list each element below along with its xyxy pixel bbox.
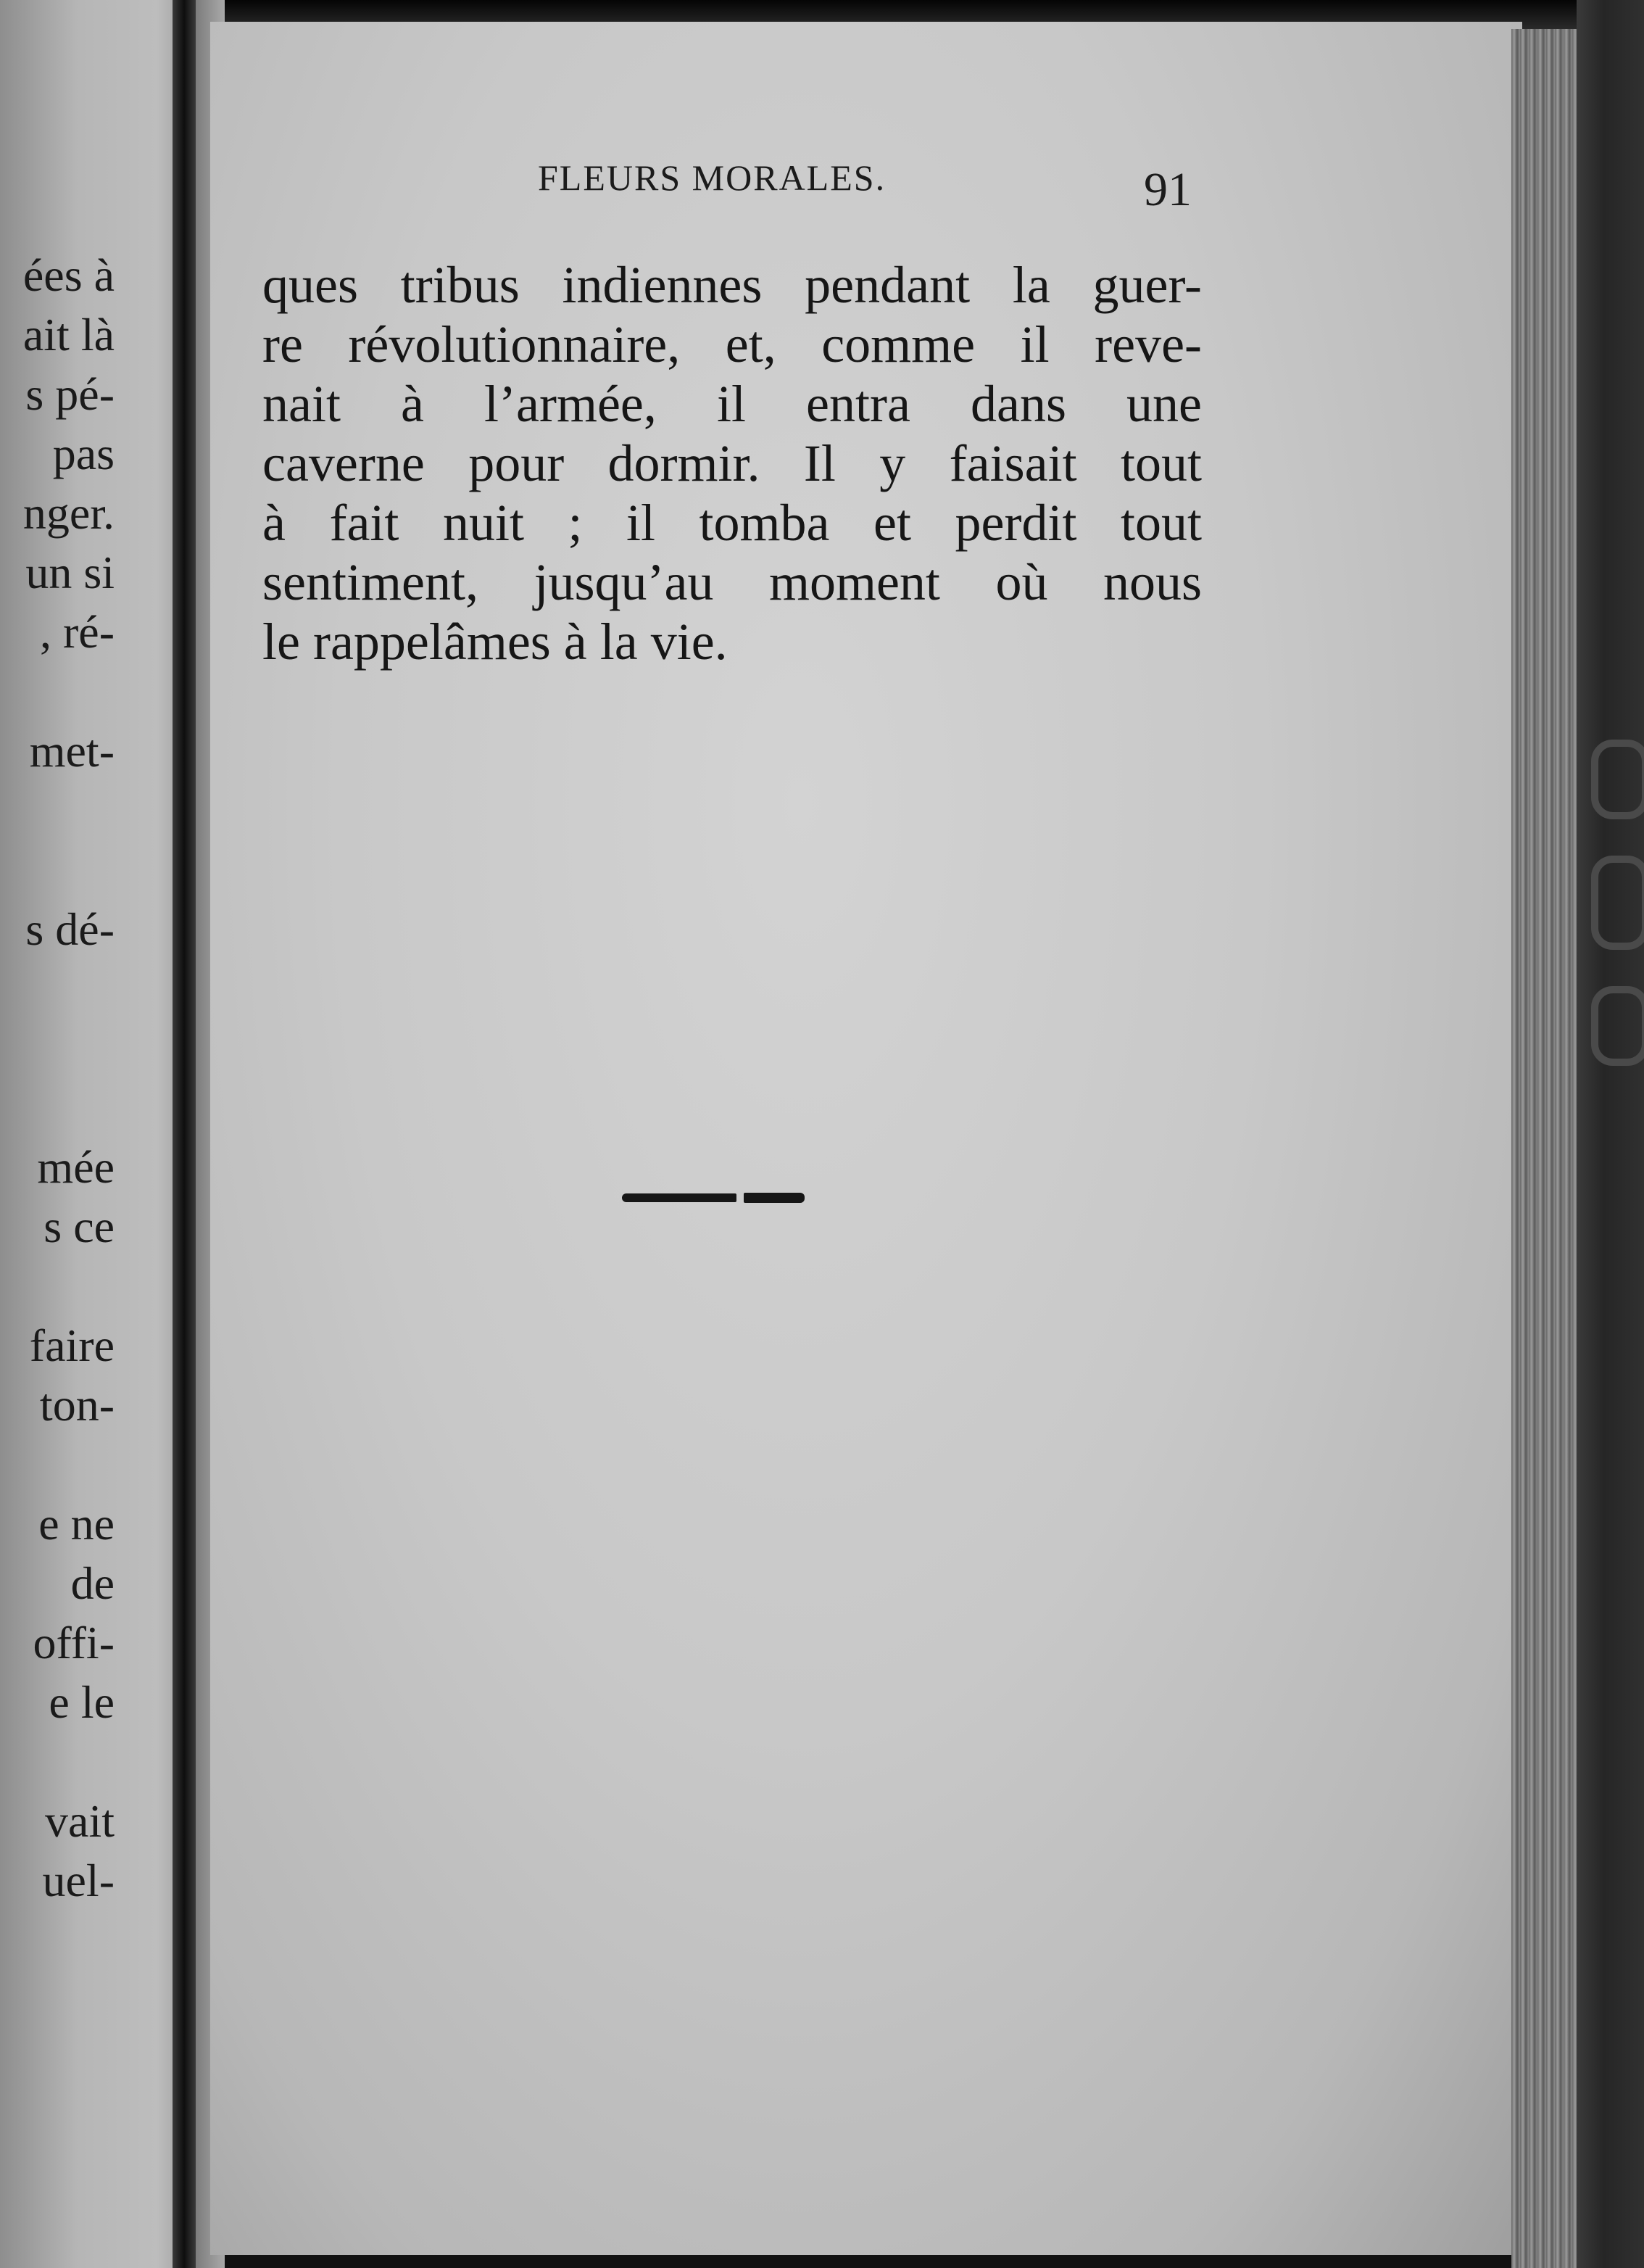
book-cover-edge <box>1577 0 1644 2268</box>
text-line: re révolutionnaire, et, comme il reve- <box>262 315 1202 373</box>
previous-page-line: ton- <box>39 1379 115 1431</box>
previous-page-line: vait <box>45 1795 115 1847</box>
end-ornament-rule <box>622 1191 805 1204</box>
previous-page-line: pas <box>52 428 115 479</box>
previous-page-line: e ne <box>38 1498 115 1549</box>
previous-page-line: s dé- <box>25 903 115 955</box>
text-line: caverne pour dormir. Il y faisait tout <box>262 434 1202 492</box>
previous-page-line: un si <box>25 547 115 598</box>
text-line: le rappelâmes à la vie. <box>262 613 728 671</box>
previous-page-line: ées à <box>22 249 115 301</box>
body-paragraph <box>262 255 1202 671</box>
previous-page-line: nger. <box>22 487 115 539</box>
previous-page-line: faire <box>29 1320 115 1371</box>
cover-embossing <box>1591 740 1644 819</box>
page-edges <box>1511 29 1577 2268</box>
running-title: FLEURS MORALES. <box>538 157 887 198</box>
previous-page-line: met- <box>29 725 115 777</box>
previous-page-line: offi- <box>33 1617 115 1668</box>
previous-page-line: s ce <box>43 1201 115 1252</box>
previous-page-line: , ré- <box>39 606 115 658</box>
text-line: à fait nuit ; il tomba et perdit tout <box>262 494 1202 552</box>
previous-page-line: s pé- <box>25 368 115 420</box>
previous-page-strip <box>0 0 196 2268</box>
cover-embossing <box>1591 856 1644 950</box>
text-line: ques tribus indiennes pendant la guer- <box>262 256 1202 314</box>
previous-page-line: mée <box>37 1141 115 1193</box>
text-line: nait à l’armée, il entra dans une <box>262 375 1202 433</box>
cover-embossing <box>1591 986 1644 1066</box>
previous-page-line: e le <box>49 1676 115 1728</box>
text-line: sentiment, jusqu’au moment où nous <box>262 553 1202 611</box>
page-number: 91 <box>1144 163 1192 216</box>
previous-page-line: de <box>70 1557 115 1609</box>
book-gutter <box>173 0 196 2268</box>
ornament-bar-left <box>622 1193 736 1202</box>
previous-page-line: ait là <box>22 309 115 360</box>
ornament-bar-right <box>744 1193 805 1203</box>
previous-page-line: uel- <box>42 1855 115 1906</box>
